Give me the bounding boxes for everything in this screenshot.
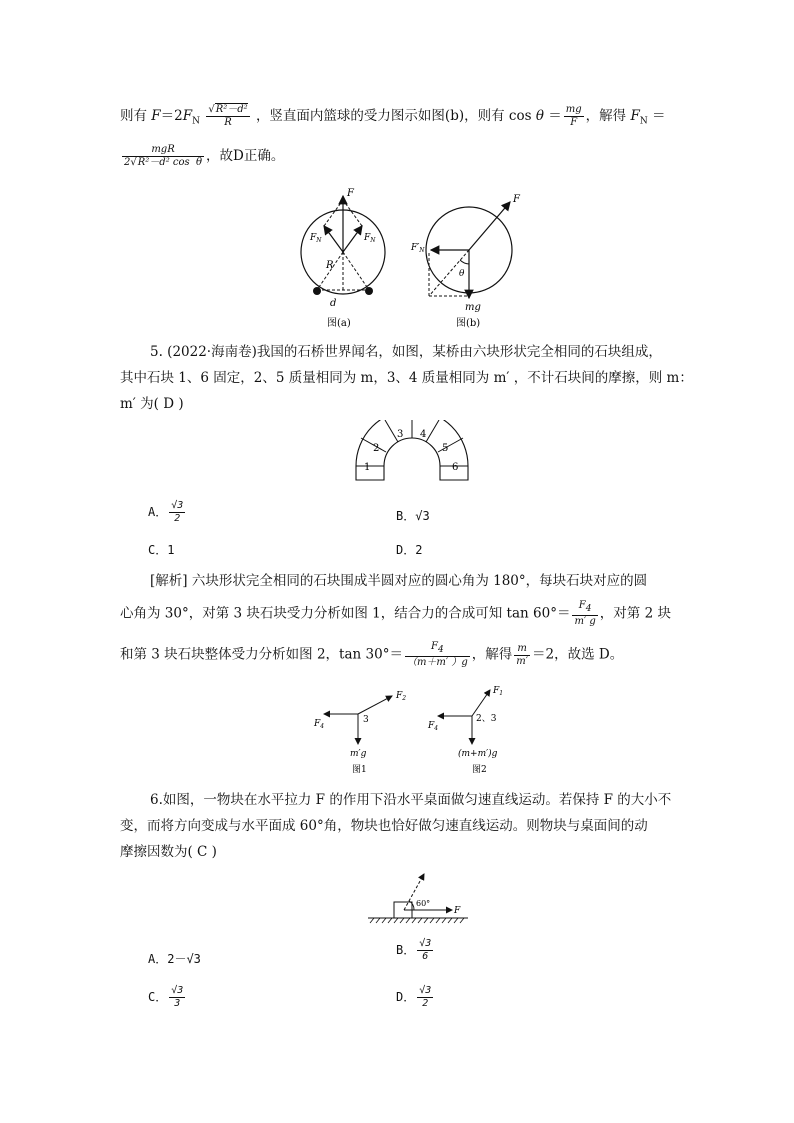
- q6-option-a: A．2－√3: [148, 952, 201, 966]
- label-F-b: F: [513, 194, 520, 205]
- q5-option-b: B．√3: [396, 509, 430, 523]
- svg-text:F1: $F_1$: [493, 686, 504, 697]
- fig1-block-label: 3: [363, 715, 369, 725]
- caption-a: 图(a): [327, 318, 351, 329]
- svg-text:F2: $F_2$: [396, 691, 407, 702]
- block-on-table-figure: [364, 868, 474, 928]
- figure-a: [290, 182, 390, 332]
- angle-label: 60°: [416, 899, 431, 908]
- fig1-F2-arrow: [358, 696, 392, 714]
- label-d: d: [330, 298, 337, 309]
- label-theta-b: θ: [459, 269, 465, 279]
- fig1-caption: 图1: [352, 765, 367, 775]
- frac-result: $\frac{\text{mgR}}{\text{2√R²－d² cos θ}}$: [124, 144, 203, 168]
- para1-line2: $\frac{\text{mgR}}{\text{2√R²－d² cos θ}}$ ，故D正确。: [124, 144, 285, 168]
- q6-line3: 摩擦因数为( C ): [120, 844, 217, 860]
- q5-line3: m′ 为( D ): [120, 396, 184, 412]
- fig1-g-label: m′g: [350, 749, 367, 759]
- label-F: F: [347, 188, 354, 199]
- q5-option-d: D．2: [396, 543, 423, 557]
- figure-2: [420, 680, 530, 777]
- q6-option-b: B． $\frac{√3}{6}$: [396, 938, 432, 962]
- fig2-block-label: 2、3: [476, 714, 497, 724]
- force-F-arrow-b: [469, 202, 510, 250]
- q6-option-d: D． $\frac{√3}{2}$: [396, 985, 432, 1009]
- analysis-line3: 和第 3 块石块整体受力分析如图 2，tan 30°＝ $\frac{F4}{(m+m' )g}$ ，解得 $\frac{m}{m'}$ ＝2，故选 D。: [120, 641, 624, 668]
- stone-1: 1: [364, 462, 371, 473]
- label-FN-left: $F_N$: [310, 233, 322, 244]
- frac-mg-over-F: $\frac{mg}{F}$: [565, 104, 582, 128]
- svg-text:F4: $F_4$: [314, 719, 325, 730]
- para1-line1: 则有 $F=2F_N$ $\frac{\text{√R²－d²}}{R}$ ，竖直面内篮球的受力图示如图(b)，则有 cos θ ＝ $\frac{mg}{F}$ ，解得 $F_N$ ＝: [120, 104, 666, 128]
- q5-line2: 其中石块 1、6 固定，2、5 质量相同为 m，3、4 质量相同为 m′ ，不计石块间的摩擦，则 m：: [120, 370, 693, 386]
- q5-option-c: C．1: [148, 543, 175, 557]
- q5-line1: 5. (2022·海南卷)我国的石桥世界闻名，如图，某桥由六块形状完全相同的石块组成，: [150, 344, 662, 360]
- frac-sqrt-over-R: $\frac{\text{√R²－d²}}{R}$: [208, 104, 248, 128]
- q6-line2: 变，而将方向变成与水平面成 60°角，物块也恰好做匀速直线运动。则物块与桌面间的动: [120, 818, 648, 834]
- force-FN-right-arrow: [343, 226, 362, 252]
- force-label: F: [454, 906, 461, 916]
- label-FN-b: $F'_N$: [411, 243, 425, 254]
- stone-6: 6: [452, 462, 459, 473]
- label-mg-b: mg: [465, 302, 481, 313]
- q6-option-c: C． $\frac{√3}{3}$: [148, 985, 184, 1009]
- arch-bridge-figure: [352, 420, 472, 482]
- rim-point-left: [313, 287, 321, 295]
- stone-5: 5: [442, 443, 449, 454]
- force-FN-left-arrow: [324, 226, 343, 252]
- rim-point-right: [365, 287, 373, 295]
- fig2-g-label: (m+m′)g: [458, 749, 498, 759]
- analysis-line2: 心角为 30°，对第 3 块石块受力分析如图 1，结合力的合成可知 tan 60°＝ $\frac{F4}{m' g}$ ，对第 2 块: [120, 600, 671, 627]
- label-FN-right: $F_N$: [364, 233, 376, 244]
- stone-2: 2: [373, 443, 380, 454]
- fig2-caption: 图2: [472, 765, 487, 775]
- svg-text:F4: $F_4$: [428, 721, 439, 732]
- analysis-line1: [解析] 六块形状完全相同的石块围成半圆对应的圆心角为 180°，每块石块对应的圆: [150, 573, 648, 589]
- figure-b: [405, 188, 525, 333]
- stone-4: 4: [420, 429, 427, 440]
- figure-1: [310, 682, 410, 777]
- label-R: R: [326, 260, 334, 271]
- caption-b: 图(b): [456, 318, 481, 329]
- fig2-F1-arrow: [472, 690, 490, 716]
- q5-option-a: A． $\frac{√3}{2}$: [148, 500, 184, 524]
- stone-3: 3: [397, 429, 404, 440]
- q6-line1: 6.如图，一物块在水平拉力 F 的作用下沿水平桌面做匀速直线运动。若保持 F 的大小不: [150, 792, 672, 808]
